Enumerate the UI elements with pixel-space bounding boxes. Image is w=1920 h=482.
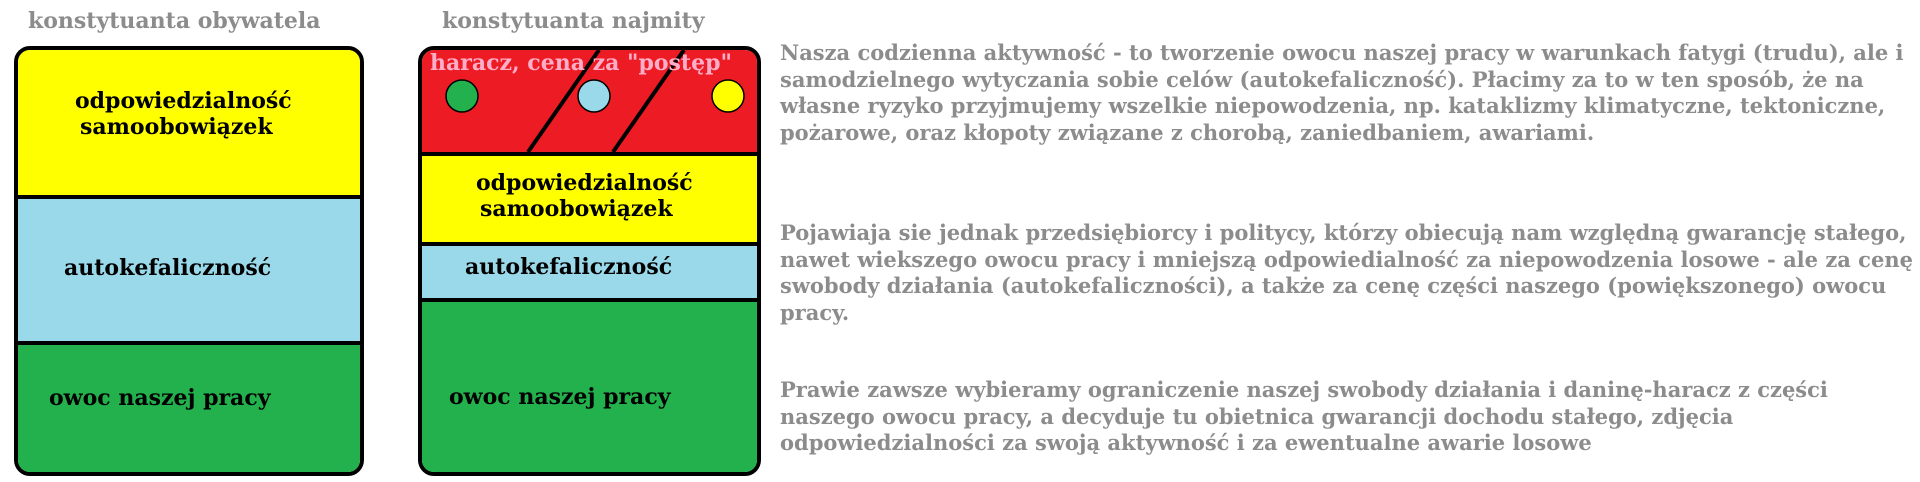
paragraph-2: Pojawiaja sie jednak przedsiębiorcy i politycy, którzy obiecują nam względną gwarancję stałego, nawet wiekszego owocu pracy i mniejszą odpowiedialność za niepowodzenia losowe - ale za cenę swobody działania (autokefaliczności), a także za cenę części naszego (powiększonego) owocu pracy. bbox=[780, 220, 1913, 325]
hireling-diagram bbox=[418, 46, 761, 476]
tribute-band bbox=[422, 50, 757, 152]
paragraph-1: Nasza codzienna aktywność - to tworzenie owocu naszej pracy w warunkach fatygi (trudu), ale i samodzielnego wytyczania sobie celów (autokefaliczność). Płacimy za to w ten sposób, że na własne ryzyko przyjmujemy wszelkie niepowodzenia, np. kataklizmy klimatyczne, tektoniczne, pożarowe, oraz kłopoty związane z chorobą, zaniedbaniem, awariami. bbox=[780, 40, 1904, 145]
hireling-autocephaly-label: autokefaliczność bbox=[465, 254, 673, 280]
hireling-fruit-band bbox=[422, 298, 757, 472]
citizen-responsibility-band bbox=[18, 50, 360, 195]
citizen-self-duty-label: samoobowiązek bbox=[80, 114, 273, 140]
blue-circle-icon bbox=[578, 80, 610, 112]
tribute-label: haracz, cena za "postęp" bbox=[430, 50, 732, 76]
citizen-diagram bbox=[14, 46, 364, 476]
hireling-responsibility-band bbox=[422, 152, 757, 242]
citizen-fruit-band bbox=[18, 341, 360, 472]
citizen-fruit-label: owoc naszej pracy bbox=[49, 385, 271, 411]
citizen-responsibility-label: odpowiedzialność bbox=[75, 88, 292, 114]
citizen-autocephaly-label: autokefaliczność bbox=[64, 255, 272, 281]
citizen-autocephaly-band bbox=[18, 195, 360, 341]
paragraph-3: Prawie zawsze wybieramy ograniczenie naszej swobody działania i daninę-haracz z części naszego owocu pracy, a decyduje tu obietnica gwarancji dochodu stałego, zdjęcia odpowiedzialności za swoją aktywność i za ewentualne awarie losowe bbox=[780, 377, 1828, 455]
hireling-self-duty-label: samoobowiązek bbox=[480, 196, 673, 222]
yellow-circle-icon bbox=[712, 80, 744, 112]
hireling-autocephaly-band bbox=[422, 242, 757, 298]
green-circle-icon bbox=[446, 80, 478, 112]
citizen-heading: konstytuanta obywatela bbox=[28, 8, 321, 34]
hireling-fruit-label: owoc naszej pracy bbox=[449, 384, 671, 410]
hireling-responsibility-label: odpowiedzialność bbox=[476, 170, 693, 196]
hireling-heading: konstytuanta najmity bbox=[442, 8, 705, 34]
